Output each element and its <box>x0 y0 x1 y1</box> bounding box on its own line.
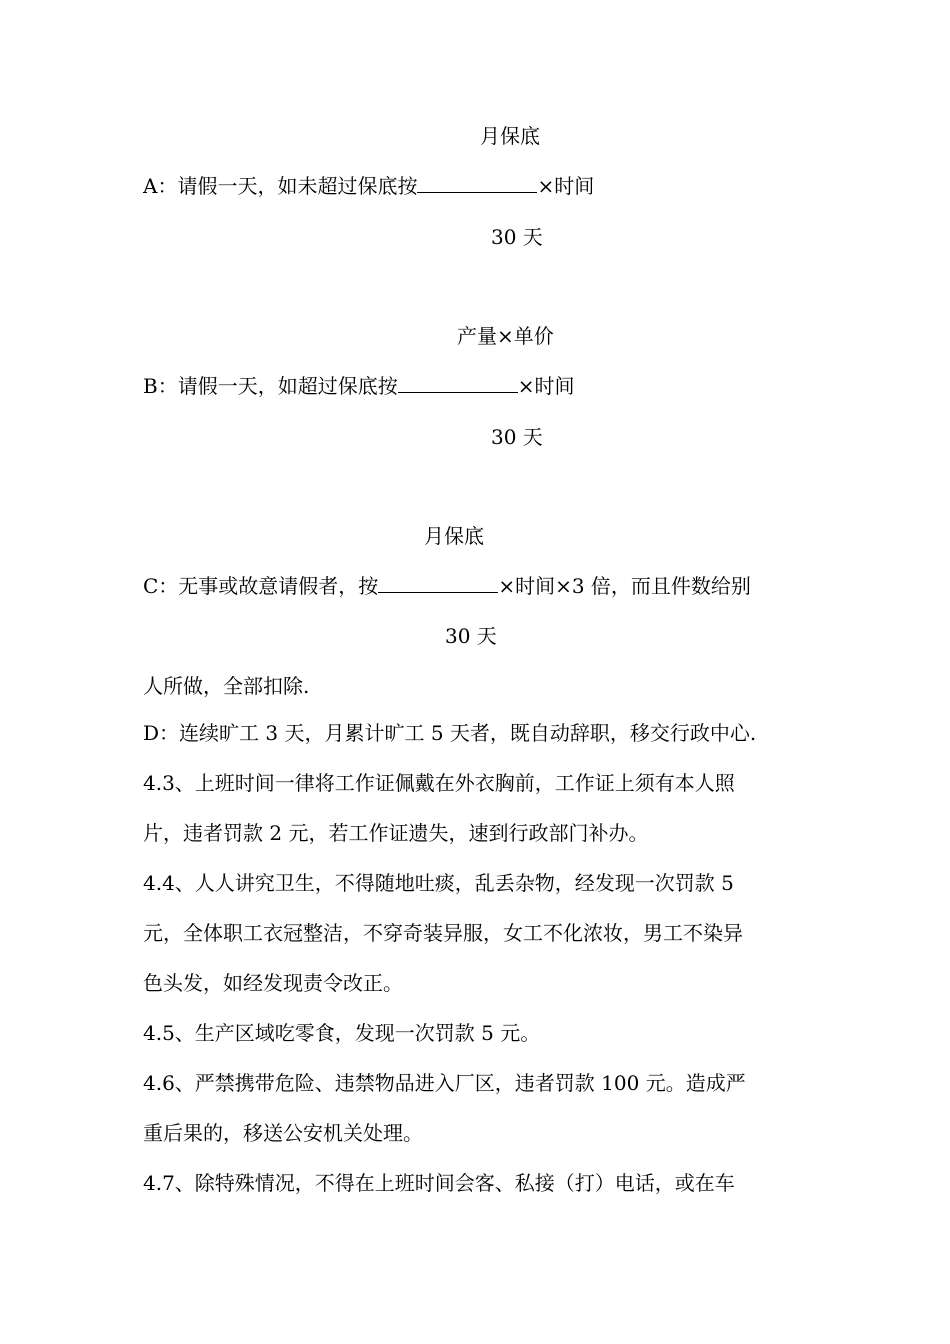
formula-b-suffix: ×时间 <box>517 374 575 398</box>
text-line: 4.5、生产区域吃零食，发现一次罚款 5 元。 <box>143 1021 541 1045</box>
formula-b-line <box>143 374 574 398</box>
formula-a-suffix: ×时间 <box>537 174 595 198</box>
formula-c-denominator: 30 天 <box>445 624 497 648</box>
formula-a-line <box>143 174 594 198</box>
formula-c-fraction-bar <box>378 575 498 593</box>
formula-b-denominator: 30 天 <box>491 425 543 449</box>
text-line: 4.6、严禁携带危险、违禁物品进入厂区，违者罚款 100 元。造成严 <box>143 1071 746 1095</box>
body-text <box>143 708 808 1208</box>
text-line: 4.7、除特殊情况，不得在上班时间会客、私接（打）电话，或在车 <box>143 1171 735 1195</box>
formula-a-prefix: A：请假一天，如未超过保底按 <box>143 174 418 198</box>
formula-b-numerator: 产量×单价 <box>457 324 554 348</box>
formula-c-line <box>143 574 751 598</box>
formula-c-continuation: 人所做，全部扣除. <box>143 674 310 698</box>
text-line: 元，全体职工衣冠整洁，不穿奇装异服，女工不化浓妆，男工不染异 <box>143 921 743 945</box>
text-line: 4.4、人人讲究卫生，不得随地吐痰，乱丢杂物，经发现一次罚款 5 <box>143 871 734 895</box>
formula-b-fraction-bar <box>398 375 518 393</box>
formula-c-numerator: 月保底 <box>424 524 484 548</box>
formula-c-prefix: C：无事或故意请假者，按 <box>143 574 379 598</box>
text-line: D：连续旷工 3 天，月累计旷工 5 天者，既自动辞职，移交行政中心. <box>143 721 757 745</box>
text-line: 色头发，如经发现责令改正。 <box>143 971 403 995</box>
formula-a-fraction-bar <box>417 175 537 193</box>
formula-c-suffix: ×时间×3 倍，而且件数给别 <box>498 574 751 598</box>
text-line: 片，违者罚款 2 元，若工作证遗失，速到行政部门补办。 <box>143 821 649 845</box>
formula-a-numerator: 月保底 <box>480 124 540 148</box>
formula-a-denominator: 30 天 <box>491 225 543 249</box>
text-line: 4.3、上班时间一律将工作证佩戴在外衣胸前，工作证上须有本人照 <box>143 771 735 795</box>
text-line: 重后果的，移送公安机关处理。 <box>143 1121 423 1145</box>
formula-b-prefix: B：请假一天，如超过保底按 <box>143 374 398 398</box>
